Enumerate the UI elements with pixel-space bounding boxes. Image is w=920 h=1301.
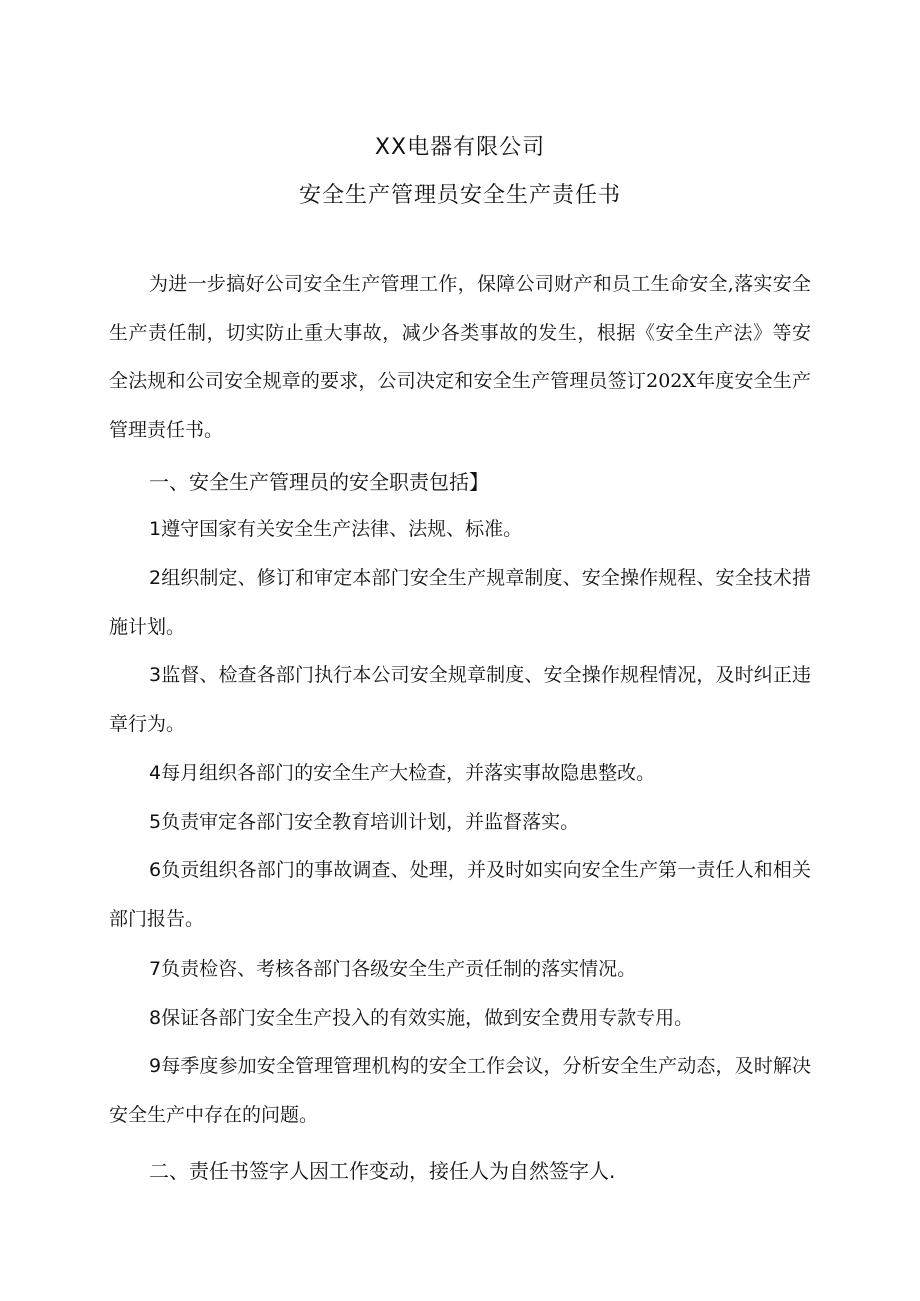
document-title: 安全生产管理员安全生产责任书 bbox=[298, 183, 621, 208]
duty-number: 7 bbox=[149, 958, 162, 980]
duty-text: 负贡组织各部门的事故调查、处理，并及时如实向安全生产第一责任人和相关部门报告。 bbox=[109, 859, 811, 930]
duty-text: 负责检咨、考核各部门各级安全生产贡任制的落实情况。 bbox=[161, 958, 637, 980]
duty-item-2 bbox=[109, 554, 811, 651]
duty-item-5 bbox=[109, 798, 811, 847]
duty-text: 每季度参加安全管理管理机构的安全工作会议，分析安全生产动态，及时解决安全生产中存在的问题。 bbox=[109, 1055, 811, 1126]
duty-number: 3 bbox=[149, 664, 162, 686]
duty-number: 5 bbox=[149, 811, 162, 833]
duty-text: 每月组织各部门的安全生产大检查，并落实事故隐患整改。 bbox=[161, 762, 656, 784]
duty-text: 组织制定、修订和审定本部门安全生产规章制度、安全操作规程、安全技术措施计划。 bbox=[109, 567, 811, 638]
duty-number: 1 bbox=[149, 518, 162, 540]
duty-number: 6 bbox=[149, 859, 162, 881]
duty-text: 遵守国家有关安全生产法律、法规、标准。 bbox=[161, 518, 523, 540]
duty-item-7 bbox=[109, 945, 811, 994]
duty-item-1 bbox=[109, 505, 811, 554]
duty-number: 8 bbox=[149, 1007, 162, 1029]
duty-item-4 bbox=[109, 749, 811, 798]
duty-item-9 bbox=[109, 1042, 811, 1139]
duty-item-6 bbox=[109, 846, 811, 943]
duty-text: 监督、检查各部门执行本公司安全规章制度、安全操作规程情况，及时纠正违章行为。 bbox=[109, 664, 811, 735]
duty-item-8 bbox=[109, 994, 811, 1043]
duty-item-3 bbox=[109, 651, 811, 748]
duty-text: 保证各部门安全生产投入的有效实施，做到安全费用专款专用。 bbox=[161, 1007, 694, 1029]
duty-number: 2 bbox=[149, 567, 162, 589]
section-2-heading: 二、责任书签字人因工作变动，接任人为自然签字人. bbox=[149, 1159, 616, 1183]
duty-number: 9 bbox=[149, 1055, 162, 1077]
section-1-heading: 一、安全生产管理员的安全职责包括】 bbox=[149, 470, 489, 494]
company-name: XX电器有限公司 bbox=[374, 135, 546, 160]
duty-number: 4 bbox=[149, 762, 162, 784]
duty-text: 负责审定各部门安全教育培训计划，并监督落实。 bbox=[161, 811, 580, 833]
intro-paragraph: 为进一步搞好公司安全生产管理工作，保障公司财产和员工生命安全,落实安全生产责任制，切实防止重大事故，减少各类事故的发生，根据《安全生产法》等安全法规和公司安全规章的要求，公司决定和安全生产管理员签订202X年度安全生产管理责任书。 bbox=[109, 273, 811, 441]
